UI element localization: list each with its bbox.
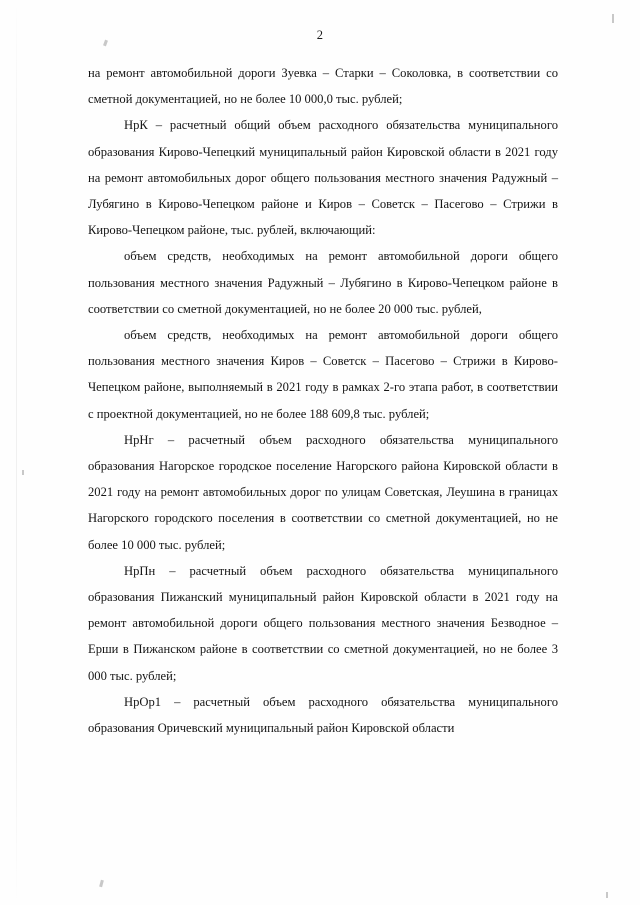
paragraph: НрК – расчетный общий объем расходного обязательства муниципального образования Кирово-Чепецкий муниципальный район Кировской области в 2021 году на ремонт автомобильных дорог общего пользования местного значения Радужный – Лубягино в Кирово-Чепецком районе и Киров – Советск – Пасегово – Стрижи в Кирово-Чепецком районе, тыс. рублей, включающий:	[88, 118, 558, 238]
scan-speck	[612, 14, 614, 23]
paragraph: НрОр1 – расчетный объем расходного обязательства муниципального образования Оричевский муниципальный район Кировской области	[88, 694, 558, 736]
scan-speck	[606, 892, 608, 898]
paragraph: НрПн – расчетный объем расходного обязательства муниципального образования Пижанский муниципальный район Кировской области в 2021 году на ремонт автомобильной дороги общего пользования местного значения Безводное – Ерши в Пижанском районе в соответствии со сметной документацией, но не более 3 000 тыс. рублей;	[88, 563, 558, 683]
paragraph: объем средств, необходимых на ремонт автомобильной дороги общего пользования местного значения Радужный – Лубягино в Кирово-Чепецком районе в соответствии со сметной документацией, но не более 20 000 тыс. рублей,	[88, 249, 558, 316]
page-number: 2	[316, 28, 324, 42]
paragraph: НрНг – расчетный объем расходного обязательства муниципального образования Нагорское городское поселение Нагорского района Кировской области в 2021 году на ремонт автомобильных дорог по улицам Советская, Леушина в границах Нагорского городского поселения в соответствии со сметной документацией, но не более 10 000 тыс. рублей;	[88, 432, 558, 552]
scan-speck	[99, 880, 104, 888]
document-body	[88, 60, 558, 741]
scan-speck	[22, 470, 24, 475]
paragraph: объем средств, необходимых на ремонт автомобильной дороги общего пользования местного значения Киров – Советск – Пасегово – Стрижи в Кирово-Чепецком районе, выполняемый в 2021 году в рамках 2-го этапа работ, в соответствии с проектной документацией, но не более 188 609,8 тыс. рублей;	[88, 328, 558, 421]
page-binding-line	[16, 0, 17, 905]
paragraph: на ремонт автомобильной дороги Зуевка – Старки – Соколовка, в соответствии со сметной документацией, но не более 10 000,0 тыс. рублей;	[88, 66, 558, 107]
